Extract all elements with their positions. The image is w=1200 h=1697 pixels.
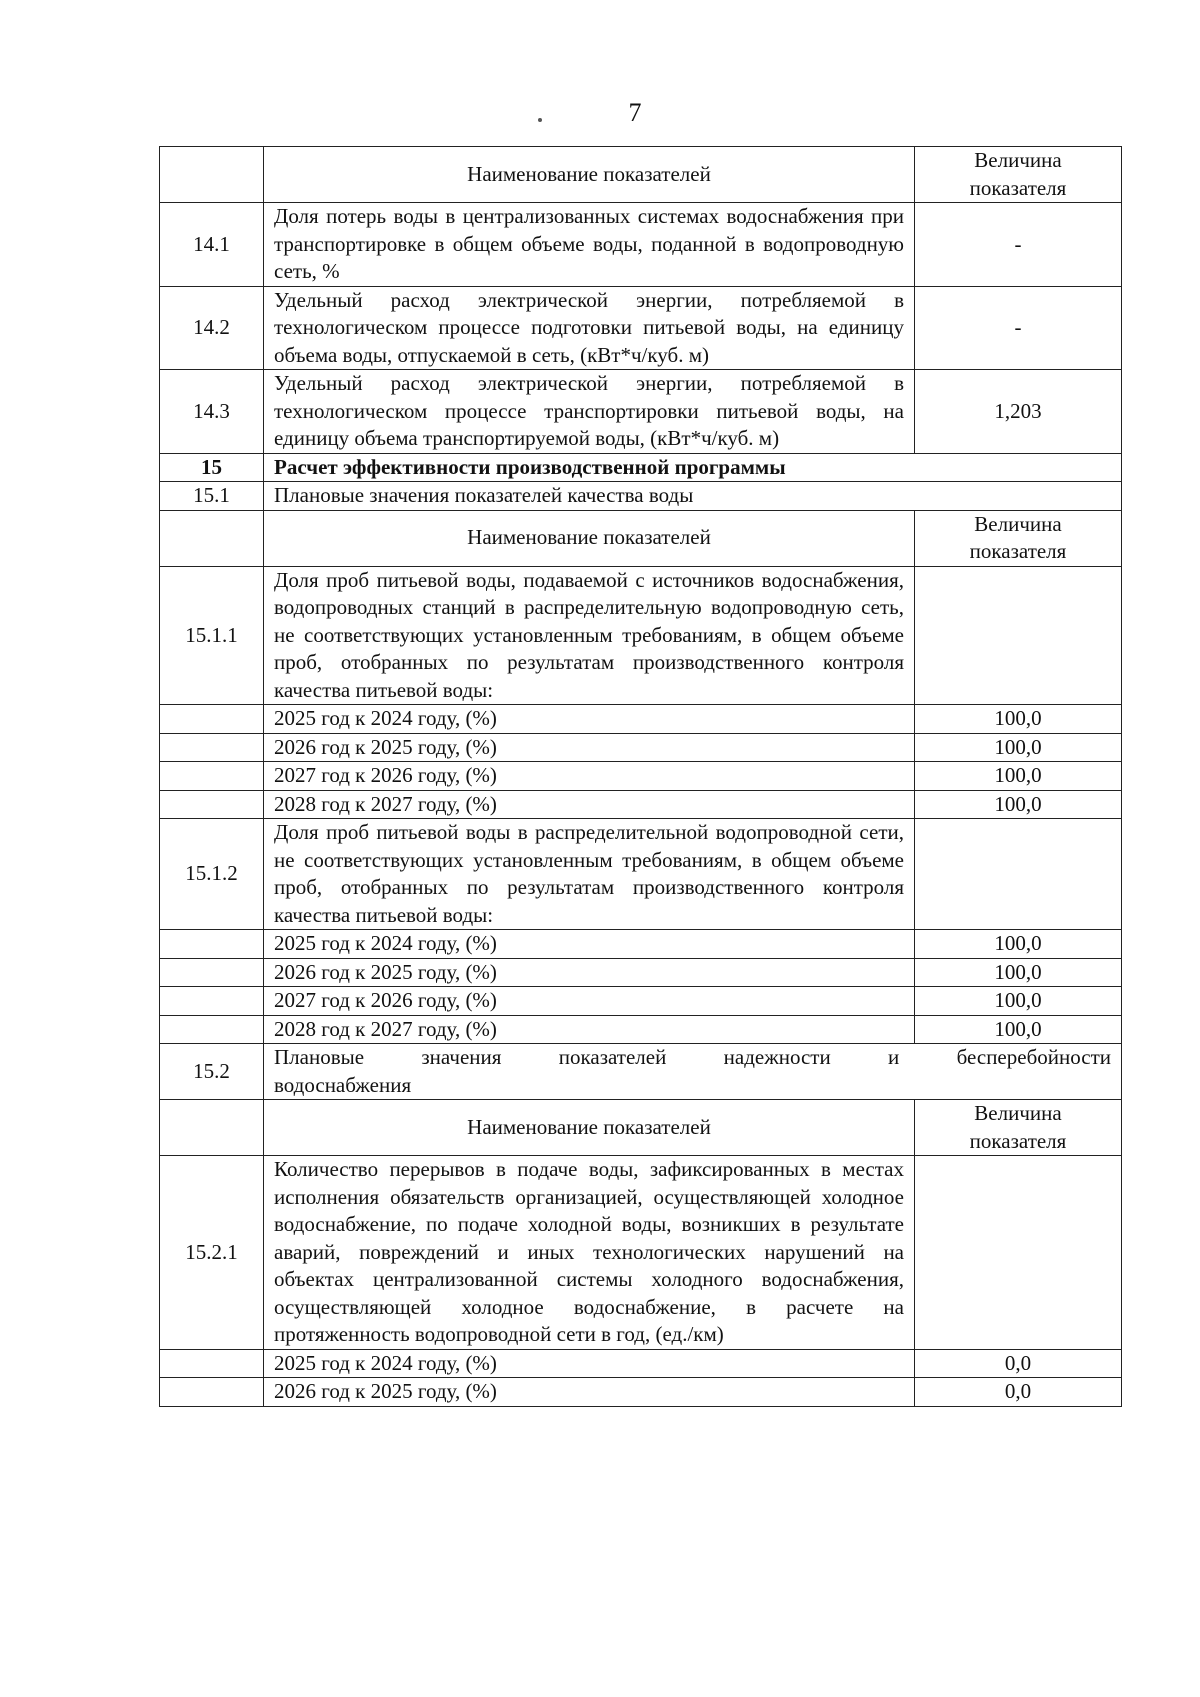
table-row (160, 1156, 1122, 1350)
table-row (160, 370, 1122, 454)
page-number: 7 (628, 98, 642, 127)
subsection-number: 15.1 (160, 482, 264, 511)
row-description: Доля потерь воды в централизованных системах водоснабжения при транспортировке в общем объеме воды, поданной в водопроводную сеть, % (264, 203, 915, 287)
section-number: 15 (160, 453, 264, 482)
year-value: 100,0 (915, 733, 1122, 762)
table-row (160, 203, 1122, 287)
table-header-row (160, 510, 1122, 566)
year-value: 0,0 (915, 1349, 1122, 1378)
row-value (915, 1156, 1122, 1350)
scan-dot (538, 118, 542, 122)
row-value: - (915, 203, 1122, 287)
header-num-cell (160, 1100, 264, 1156)
header-name-cell: Наименование показателей (264, 510, 915, 566)
year-label: 2027 год к 2026 году, (%) (264, 987, 915, 1016)
row-number: 15.1.1 (160, 566, 264, 705)
header-value-cell: Величина показателя (915, 1100, 1122, 1156)
header-value-cell: Величина показателя (915, 147, 1122, 203)
subsection-row (160, 482, 1122, 511)
row-value: - (915, 286, 1122, 370)
table-row (160, 819, 1122, 930)
row-value (915, 566, 1122, 705)
year-value: 100,0 (915, 1015, 1122, 1044)
row-value (915, 819, 1122, 930)
subsection-title: Плановые значения показателей качества воды (264, 482, 1122, 511)
year-row (160, 958, 1122, 987)
section-title: Расчет эффективности производственной программы (264, 453, 1122, 482)
row-description: Доля проб питьевой воды в распределительной водопроводной сети, не соответствующих установленным требованиям, в общем объеме проб, отобранных по результатам производственного контроля качества питьевой воды: (264, 819, 915, 930)
year-value: 100,0 (915, 705, 1122, 734)
year-label: 2028 год к 2027 году, (%) (264, 1015, 915, 1044)
indicators-table (159, 146, 1122, 1407)
table-row (160, 566, 1122, 705)
year-label: 2026 год к 2025 году, (%) (264, 733, 915, 762)
subsection-title-line2: водоснабжения (274, 1072, 412, 1097)
year-value: 100,0 (915, 958, 1122, 987)
header-name-cell: Наименование показателей (264, 147, 915, 203)
year-value: 100,0 (915, 762, 1122, 791)
table-row (160, 286, 1122, 370)
row-number (160, 1015, 264, 1044)
year-row (160, 987, 1122, 1016)
year-row (160, 1349, 1122, 1378)
row-number (160, 705, 264, 734)
year-value: 100,0 (915, 987, 1122, 1016)
subsection-title (264, 1044, 1122, 1100)
year-value: 100,0 (915, 930, 1122, 959)
header-value-cell: Величина показателя (915, 510, 1122, 566)
year-label: 2025 год к 2024 году, (%) (264, 705, 915, 734)
row-description: Удельный расход электрической энергии, потребляемой в технологическом процессе транспортировки питьевой воды, на единицу объема транспортируемой воды, (кВт*ч/куб. м) (264, 370, 915, 454)
year-value: 100,0 (915, 790, 1122, 819)
row-number (160, 958, 264, 987)
header-num-cell (160, 147, 264, 203)
year-label: 2027 год к 2026 году, (%) (264, 762, 915, 791)
subsection-row (160, 1044, 1122, 1100)
header-name-cell: Наименование показателей (264, 1100, 915, 1156)
header-num-cell (160, 510, 264, 566)
row-number (160, 1378, 264, 1407)
year-row (160, 705, 1122, 734)
row-number (160, 733, 264, 762)
subsection-title-line1: Плановые значения показателей надежности и бесперебойности (274, 1045, 1111, 1069)
year-row (160, 1015, 1122, 1044)
year-label: 2028 год к 2027 году, (%) (264, 790, 915, 819)
row-number: 15.2.1 (160, 1156, 264, 1350)
row-number (160, 1349, 264, 1378)
year-row (160, 790, 1122, 819)
table-header-row (160, 1100, 1122, 1156)
year-row (160, 733, 1122, 762)
row-number: 14.3 (160, 370, 264, 454)
year-label: 2026 год к 2025 году, (%) (264, 1378, 915, 1407)
row-number (160, 762, 264, 791)
year-row (160, 1378, 1122, 1407)
year-value: 0,0 (915, 1378, 1122, 1407)
row-description: Удельный расход электрической энергии, потребляемой в технологическом процессе подготовки питьевой воды, на единицу объема воды, отпускаемой в сеть, (кВт*ч/куб. м) (264, 286, 915, 370)
row-number (160, 987, 264, 1016)
year-row (160, 930, 1122, 959)
year-row (160, 762, 1122, 791)
row-number: 15.1.2 (160, 819, 264, 930)
year-label: 2025 год к 2024 году, (%) (264, 1349, 915, 1378)
row-number (160, 930, 264, 959)
row-description: Количество перерывов в подаче воды, зафиксированных в местах исполнения обязательств организацией, осуществляющей холодное водоснабжение, по подаче холодной воды, возникших в результате аварий, повреждений и иных технологических нарушений на объектах централизованной системы холодного водоснабжения, осуществляющей холодное водоснабжение, в расчете на протяженность водопроводной сети в год, (ед./км) (264, 1156, 915, 1350)
row-number: 14.1 (160, 203, 264, 287)
row-description: Доля проб питьевой воды, подаваемой с источников водоснабжения, водопроводных станций в распределительную водопроводную сеть, не соответствующих установленным требованиям, в общем объеме проб, отобранных по результатам производственного контроля качества питьевой воды: (264, 566, 915, 705)
section-row (160, 453, 1122, 482)
row-number: 14.2 (160, 286, 264, 370)
row-number (160, 790, 264, 819)
subsection-number: 15.2 (160, 1044, 264, 1100)
year-label: 2026 год к 2025 году, (%) (264, 958, 915, 987)
year-label: 2025 год к 2024 году, (%) (264, 930, 915, 959)
row-value: 1,203 (915, 370, 1122, 454)
table-header-row (160, 147, 1122, 203)
